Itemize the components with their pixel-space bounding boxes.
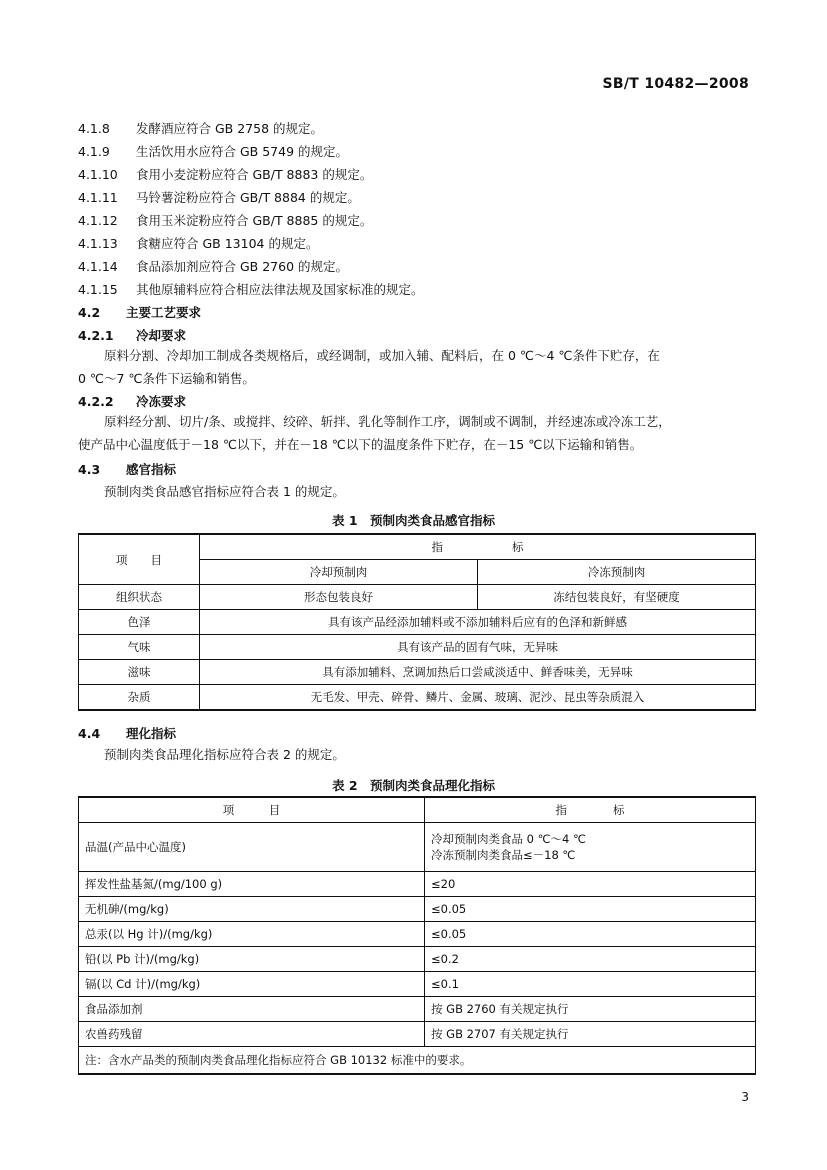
clause-text: 发酵酒应符合 GB 2758 的规定。 [136, 121, 323, 136]
header-frozen: 冷冻预制肉 [478, 560, 756, 585]
clause-number: 4.1.11 [78, 190, 118, 205]
paragraph-line: 0 ℃～7 ℃条件下运输和销售。 [78, 371, 255, 386]
section-title: 感官指标 [126, 462, 177, 477]
table-row [79, 585, 756, 610]
table-row [79, 947, 756, 972]
clause-4-1-13 [78, 235, 318, 253]
section-title: 冷却要求 [136, 328, 187, 343]
section-4-2-1-heading [78, 327, 186, 345]
row-value: ≤0.05 [425, 897, 756, 922]
header-chilled: 冷却预制肉 [200, 560, 478, 585]
row-value: 具有该产品的固有气味，无异味 [200, 635, 756, 660]
table-row [79, 997, 756, 1022]
clause-text: 食用小麦淀粉应符合 GB/T 8883 的规定。 [136, 167, 373, 182]
clause-4-1-9 [78, 143, 348, 161]
sensory-table [78, 533, 756, 711]
clause-4-1-15 [78, 281, 424, 299]
clause-text: 食糖应符合 GB 13104 的规定。 [136, 236, 319, 251]
paragraph-line: 预制肉类食品感官指标应符合表 1 的规定。 [104, 484, 345, 499]
row-value: 具有添加辅料、烹调加热后口尝咸淡适中、鲜香味美，无异味 [200, 660, 756, 685]
clause-number: 4.1.15 [78, 282, 118, 297]
table-row [79, 897, 756, 922]
paragraph-line: 原料经分割、切片/条、或搅拌、绞碎、斩拌、乳化等制作工序，调制或不调制，并经速冻或冷冻工艺， [104, 414, 671, 429]
table-2-caption: 表 2 预制肉类食品理化指标 [331, 778, 496, 793]
clause-text: 食用玉米淀粉应符合 GB/T 8885 的规定。 [136, 213, 373, 228]
row-value: ≤20 [425, 872, 756, 897]
section-4-3-body [78, 480, 758, 503]
paragraph-line: 原料分割、冷却加工制成各类规格后，或经调制，或加入辅、配料后，在 0 ℃～4 ℃条件下贮存，在 [104, 348, 660, 363]
clause-number: 4.1.9 [78, 144, 110, 159]
row-item: 食品添加剂 [79, 997, 425, 1022]
row-value: 具有该产品经添加辅料或不添加辅料后应有的色泽和新鲜感 [200, 610, 756, 635]
clause-4-1-10 [78, 166, 372, 184]
table-row [79, 635, 756, 660]
row-item: 农兽药残留 [79, 1022, 425, 1047]
section-number: 4.4 [78, 726, 101, 741]
section-number: 4.2.2 [78, 394, 114, 409]
row-item: 组织状态 [79, 585, 200, 610]
section-title: 冷冻要求 [136, 394, 187, 409]
row-item: 品温(产品中心温度) [79, 823, 425, 872]
section-title: 主要工艺要求 [126, 305, 202, 320]
clause-text: 其他原辅料应符合相应法律法规及国家标准的规定。 [136, 282, 424, 297]
table-note: 注：含水产品类的预制肉类食品理化指标应符合 GB 10132 标准中的要求。 [79, 1047, 756, 1075]
section-4-2-2-body [78, 410, 758, 456]
row-value: 按 GB 2760 有关规定执行 [425, 997, 756, 1022]
clause-number: 4.1.8 [78, 121, 110, 136]
section-4-2-1-body [78, 344, 758, 390]
section-4-2-heading [78, 304, 201, 322]
row-value: ≤0.05 [425, 922, 756, 947]
row-item: 铅(以 Pb 计)/(mg/kg) [79, 947, 425, 972]
clause-number: 4.1.12 [78, 213, 118, 228]
section-4-3-heading [78, 461, 176, 479]
row-item: 挥发性盐基氮/(mg/100 g) [79, 872, 425, 897]
table-1-caption: 表 1 预制肉类食品感官指标 [331, 513, 496, 528]
row-value: 无毛发、甲壳、碎骨、鳞片、金属、玻璃、泥沙、昆虫等杂质混入 [200, 685, 756, 711]
row-item: 杂质 [79, 685, 200, 711]
section-number: 4.2 [78, 305, 101, 320]
clause-number: 4.1.13 [78, 236, 118, 251]
clause-number: 4.1.10 [78, 167, 118, 182]
row-item: 镉(以 Cd 计)/(mg/kg) [79, 972, 425, 997]
row-value: ≤0.2 [425, 947, 756, 972]
value-line: 冷冻预制肉类食品≤－18 ℃ [431, 848, 576, 862]
paragraph-line: 使产品中心温度低于－18 ℃以下，并在－18 ℃以下的温度条件下贮存，在－15 ℃以下运输和销售。 [78, 437, 643, 452]
table-row [79, 660, 756, 685]
clause-text: 马铃薯淀粉应符合 GB/T 8884 的规定。 [136, 190, 360, 205]
row-item: 总汞(以 Hg 计)/(mg/kg) [79, 922, 425, 947]
table-row [79, 1022, 756, 1047]
header-index: 指 标 [200, 534, 756, 560]
row-value: 按 GB 2707 有关规定执行 [425, 1022, 756, 1047]
paragraph-line: 预制肉类食品理化指标应符合表 2 的规定。 [104, 747, 345, 762]
section-4-4-body [78, 743, 758, 766]
row-item: 无机砷/(mg/kg) [79, 897, 425, 922]
table-row [79, 610, 756, 635]
row-frozen: 冻结包装良好，有坚硬度 [478, 585, 756, 610]
value-line: 冷却预制肉类食品 0 ℃～4 ℃ [431, 832, 586, 846]
header-index: 指 标 [425, 797, 756, 823]
row-value: ≤0.1 [425, 972, 756, 997]
clause-text: 生活饮用水应符合 GB 5749 的规定。 [136, 144, 348, 159]
section-title: 理化指标 [126, 726, 177, 741]
table-row [79, 823, 756, 872]
table-row [79, 922, 756, 947]
clause-4-1-8 [78, 120, 323, 138]
clause-4-1-11 [78, 189, 360, 207]
table-row [79, 872, 756, 897]
standard-number: SB/T 10482—2008 [602, 76, 749, 92]
physicochemical-table [78, 796, 756, 1075]
clause-4-1-12 [78, 212, 372, 230]
row-item: 滋味 [79, 660, 200, 685]
table-row [79, 972, 756, 997]
row-item: 色泽 [79, 610, 200, 635]
clause-number: 4.1.14 [78, 259, 118, 274]
row-value [425, 823, 756, 872]
clause-4-1-14 [78, 258, 348, 276]
section-number: 4.3 [78, 462, 101, 477]
table-note-row [79, 1047, 756, 1075]
row-item: 气味 [79, 635, 200, 660]
table-row [79, 685, 756, 711]
clause-text: 食品添加剂应符合 GB 2760 的规定。 [136, 259, 348, 274]
page-number: 3 [741, 1090, 749, 1104]
header-item: 项 目 [79, 797, 425, 823]
section-4-4-heading [78, 725, 176, 743]
row-chilled: 形态包装良好 [200, 585, 478, 610]
section-number: 4.2.1 [78, 328, 114, 343]
header-item: 项 目 [79, 534, 200, 585]
section-4-2-2-heading [78, 393, 186, 411]
